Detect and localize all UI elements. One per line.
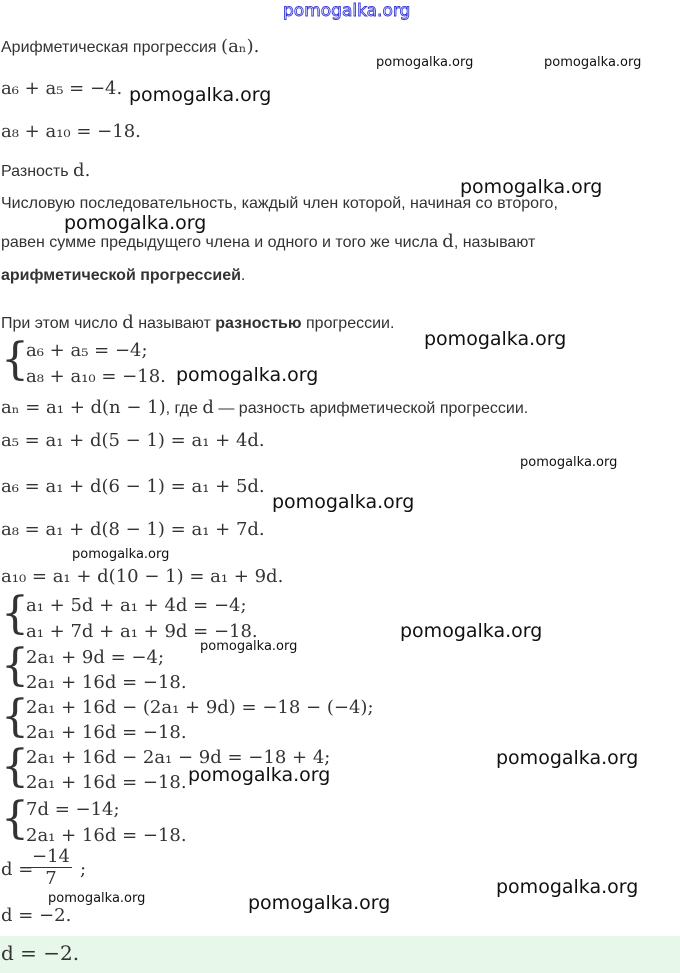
given-equation-1: a₆ + a₅ = −4. xyxy=(1,78,123,99)
watermark: pomogalka.org xyxy=(424,328,567,350)
fraction-denominator: 7 xyxy=(45,868,57,889)
system4-line-1: 2a₁ + 16d − (2a₁ + 9d) = −18 − (−4); xyxy=(26,697,374,718)
watermark: pomogalka.org xyxy=(544,55,642,70)
difference-line xyxy=(1,160,90,181)
system-brace: { xyxy=(1,334,29,385)
system-brace: { xyxy=(1,793,29,844)
system3-line-1: 2a₁ + 9d = −4; xyxy=(26,647,165,668)
answer-text: d = −2. xyxy=(1,941,80,965)
fraction-numerator: −14 xyxy=(32,846,70,867)
definition-text-c: При этом число xyxy=(1,315,118,332)
system1-line-2: a₈ + a₁₀ = −18. xyxy=(26,366,166,387)
watermark: pomogalka.org xyxy=(460,176,603,198)
expansion-a5: a₅ = a₁ + d(5 − 1) = a₁ + 4d. xyxy=(1,430,265,451)
watermark: pomogalka.org xyxy=(129,84,272,106)
definition-line-4 xyxy=(1,312,394,333)
system5-line-2: 2a₁ + 16d = −18. xyxy=(26,772,187,793)
system1-line-1: a₆ + a₅ = −4; xyxy=(26,340,148,361)
general-formula xyxy=(1,397,528,418)
difference-text: Разность xyxy=(1,163,69,180)
watermark: pomogalka.org xyxy=(188,764,331,786)
watermark: pomogalka.org xyxy=(272,491,415,513)
watermark: pomogalka.org xyxy=(248,892,391,914)
given-equation-2: a₈ + a₁₀ = −18. xyxy=(1,121,141,142)
definition-term-2: разностью xyxy=(215,315,302,332)
definition-math-d2: d xyxy=(122,312,134,333)
definition-line-1: Числовую последовательность, каждый член которой, начиная со второго, xyxy=(1,195,558,212)
fraction xyxy=(30,846,72,890)
watermark: pomogalka.org xyxy=(48,891,146,906)
system3-line-2: 2a₁ + 16d = −18. xyxy=(26,672,187,693)
system6-line-2: 2a₁ + 16d = −18. xyxy=(26,825,187,846)
definition-text-e: прогрессии. xyxy=(306,315,395,332)
answer-box xyxy=(0,936,680,973)
definition-text-b: , называют xyxy=(453,234,536,251)
system2-line-1: a₁ + 5d + a₁ + 4d = −4; xyxy=(26,595,247,616)
definition-text-d: называют xyxy=(138,315,211,332)
watermark: pomogalka.org xyxy=(64,212,207,234)
result-line: d = −2. xyxy=(1,905,72,926)
top-watermark: pomogalka.org xyxy=(283,1,411,21)
expansion-a8: a₈ = a₁ + d(8 − 1) = a₁ + 7d. xyxy=(1,519,265,540)
general-formula-math: aₙ = a₁ + d(n − 1) xyxy=(1,397,166,418)
expansion-a6: a₆ = a₁ + d(6 − 1) = a₁ + 5d. xyxy=(1,476,265,497)
intro-text: Арифметическая прогрессия xyxy=(1,39,217,56)
system-brace: { xyxy=(1,741,29,792)
difference-math: d. xyxy=(73,160,91,181)
definition-math-d: d xyxy=(442,231,454,252)
definition-line-2 xyxy=(1,231,535,252)
intro-math: (aₙ). xyxy=(221,36,260,57)
general-formula-d: d xyxy=(202,397,214,418)
watermark: pomogalka.org xyxy=(176,364,319,386)
system5-line-1: 2a₁ + 16d − 2a₁ − 9d = −18 + 4; xyxy=(26,747,331,768)
system6-line-1: 7d = −14; xyxy=(26,799,120,820)
expansion-a10: a₁₀ = a₁ + d(10 − 1) = a₁ + 9d. xyxy=(1,566,284,587)
watermark: pomogalka.org xyxy=(496,747,639,769)
system4-line-2: 2a₁ + 16d = −18. xyxy=(26,722,187,743)
watermark: pomogalka.org xyxy=(200,639,298,654)
system-brace: { xyxy=(1,640,29,691)
watermark: pomogalka.org xyxy=(376,55,474,70)
definition-line-3 xyxy=(1,267,245,285)
system-brace: { xyxy=(1,588,29,639)
definition-term-end: . xyxy=(240,267,246,284)
definition-term: арифметической прогрессией xyxy=(1,267,241,284)
fraction-suffix: ; xyxy=(80,859,87,880)
watermark: pomogalka.org xyxy=(72,547,170,562)
system2-line-2: a₁ + 7d + a₁ + 9d = −18. xyxy=(26,621,258,642)
fraction-lhs: d = xyxy=(1,859,34,880)
general-formula-text-b: — разность арифметической прогрессии. xyxy=(218,400,529,417)
general-formula-text-a: , где xyxy=(165,400,198,417)
watermark: pomogalka.org xyxy=(496,876,639,898)
watermark: pomogalka.org xyxy=(520,455,618,470)
definition-text-a: равен сумме предыдущего члена и одного и того же числа xyxy=(1,234,438,251)
intro-line xyxy=(1,36,259,57)
system-brace: { xyxy=(1,691,29,742)
watermark: pomogalka.org xyxy=(400,620,543,642)
